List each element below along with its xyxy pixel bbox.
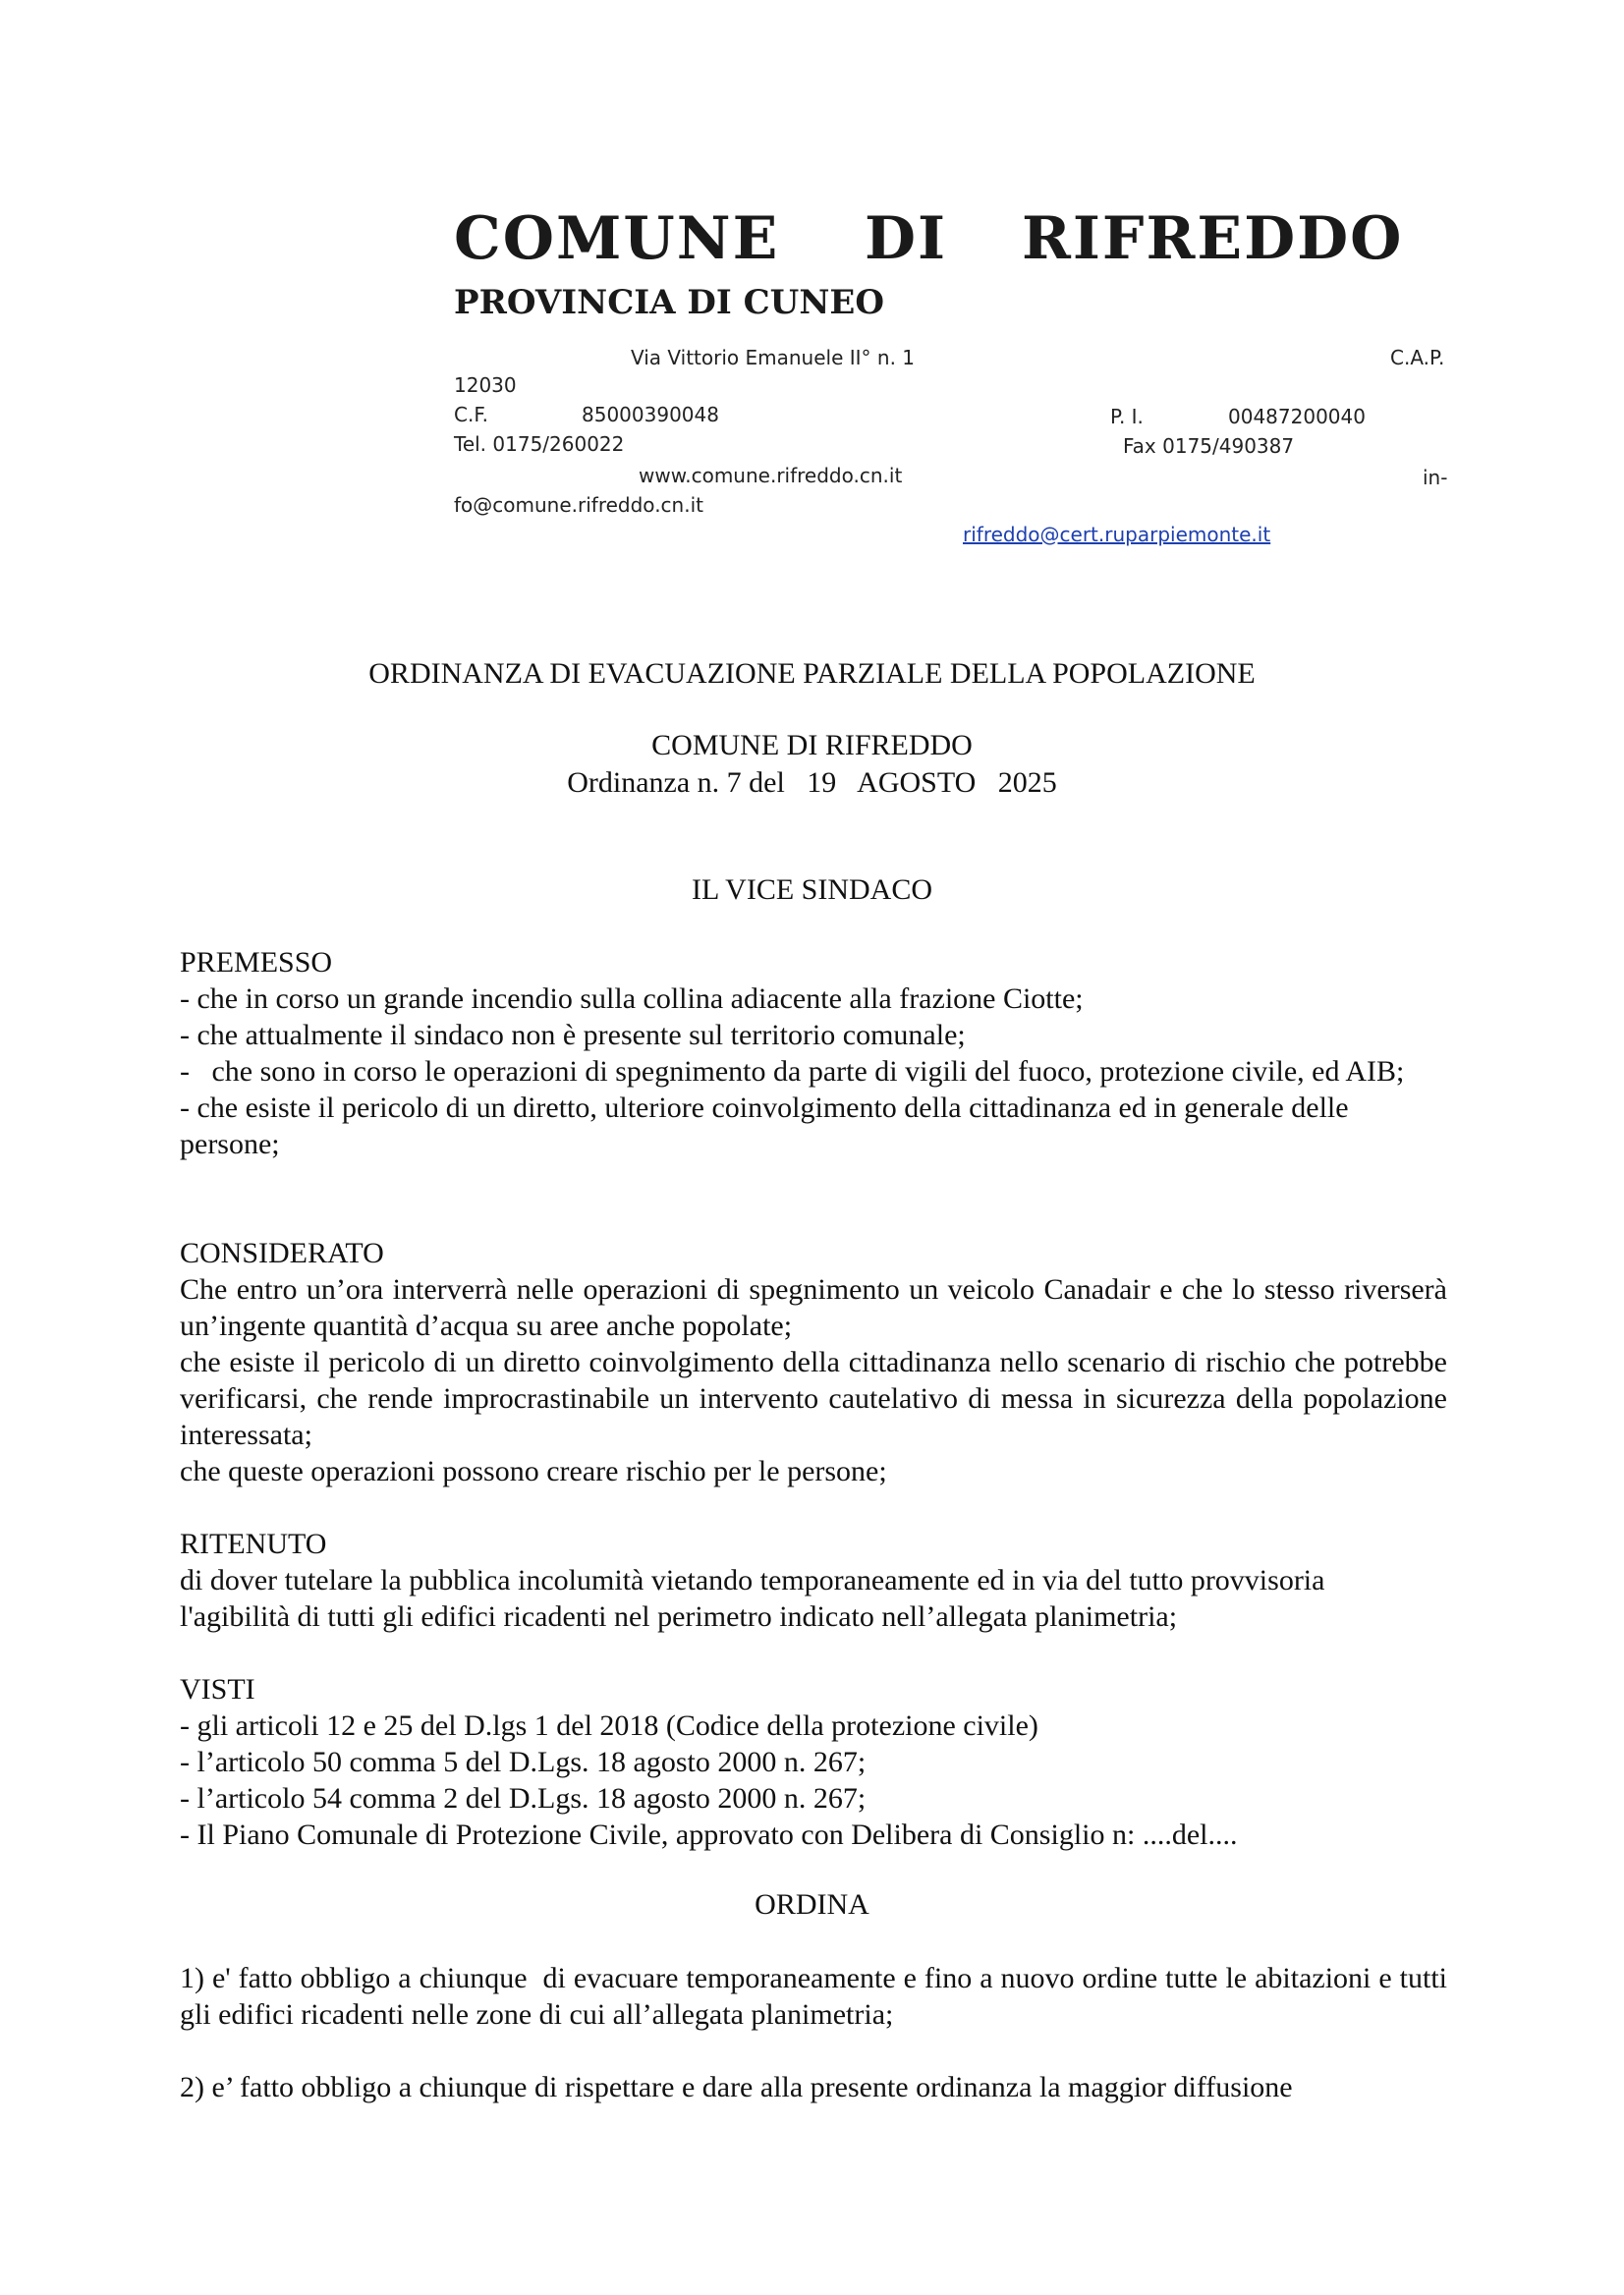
visti-line: - l’articolo 54 comma 2 del D.Lgs. 18 agosto 2000 n. 267; (180, 1782, 867, 1815)
visti-line: - gli articoli 12 e 25 del D.lgs 1 del 2018 (Codice della protezione civile) (180, 1709, 1038, 1742)
header-address: Via Vittorio Emanuele II° n. 1 (631, 346, 916, 369)
header-name-word: RIFREDDO (1022, 204, 1404, 273)
header-cap-value: 12030 (454, 373, 517, 397)
visti-line: - Il Piano Comunale di Protezione Civile, approvato con Delibera di Consiglio n: ....del.... (180, 1819, 1238, 1851)
header-pec-link[interactable]: rifreddo@cert.ruparpiemonte.it (963, 523, 1271, 546)
header-comune-word: COMUNE (454, 204, 780, 273)
ritenuto-heading: RITENUTO (180, 1528, 327, 1560)
spacer (180, 2033, 1447, 2069)
section-ordina (180, 1960, 1455, 2105)
section-considerato (180, 1235, 1447, 1489)
header-website: www.comune.rifreddo.cn.it (639, 464, 903, 487)
ordinance-number: Ordinanza n. 7 del 19 AGOSTO 2025 (567, 766, 1057, 799)
considerato-line: che queste operazioni possono creare rischio per le persone; (180, 1455, 887, 1487)
header-cf-value: 85000390048 (582, 403, 719, 426)
considerato-line: Che entro un’ora interverrà nelle operazioni di spegnimento un veicolo Canadair e che lo stesso riverserà un’ingente quantità d’acqua su aree anche popolate; (180, 1273, 1447, 1342)
ordina-heading: ORDINA (755, 1888, 869, 1921)
header-di-word: DI (865, 204, 948, 273)
header-fax: Fax 0175/490387 (1123, 434, 1295, 458)
considerato-heading: CONSIDERATO (180, 1237, 384, 1269)
ordinance-comune: COMUNE DI RIFREDDO (651, 729, 973, 761)
ritenuto-line: di dover tutelare la pubblica incolumità vietando temporaneamente ed in via del tutto provvisoria l'agibilità di tutti gli edifici ricadenti nel perimetro indicato nell’allegata planimetria; (180, 1564, 1325, 1633)
header-pi-value: 00487200040 (1228, 405, 1366, 428)
ordina-item: 2) e’ fatto obbligo a chiunque di rispettare e dare alla presente ordinanza la maggior diffusione (180, 2071, 1293, 2103)
section-visti (180, 1671, 1447, 1853)
ordinance-authority: IL VICE SINDACO (692, 873, 932, 906)
considerato-line: che esiste il pericolo di un diretto coinvolgimento della cittadinanza nello scenario di rischio che potrebbe verificarsi, che rende improcrastinabile un intervento cautelativo di messa in sicurezza della popolazione interessata; (180, 1346, 1447, 1451)
header-province: PROVINCIA DI CUNEO (454, 283, 884, 322)
premesso-line: - che in corso un grande incendio sulla collina adiacente alla frazione Ciotte; (180, 982, 1084, 1015)
header-pi-label: P. I. (1110, 405, 1144, 428)
visti-line: - l’articolo 50 comma 5 del D.Lgs. 18 agosto 2000 n. 267; (180, 1746, 867, 1778)
section-premesso (180, 944, 1447, 1162)
ordina-item-text: 1) e' fatto obbligo a chiunque di evacuare temporaneamente e fino a nuovo ordine tutte le abitazioni e tutti gli edifici ricadenti nelle zone di cui all’allegata planimetria; (180, 1962, 1455, 2031)
section-ritenuto (180, 1526, 1447, 1635)
ordina-item (180, 1960, 1455, 2033)
header-cap-label: C.A.P. (1390, 346, 1445, 369)
premesso-line: - che attualmente il sindaco non è presente sul territorio comunale; (180, 1019, 966, 1051)
header-tel: Tel. 0175/260022 (454, 432, 625, 456)
header-email-part1: in- (1423, 466, 1448, 489)
header-cf-label: C.F. (454, 403, 488, 426)
premesso-line: - che sono in corso le operazioni di spegnimento da parte di vigili del fuoco, protezione civile, ed AIB; (180, 1055, 1405, 1088)
visti-heading: VISTI (180, 1673, 255, 1706)
header-email-part2: fo@comune.rifreddo.cn.it (454, 493, 703, 517)
ordinance-title: ORDINANZA DI EVACUAZIONE PARZIALE DELLA POPOLAZIONE (368, 657, 1256, 690)
premesso-line: - che esiste il pericolo di un diretto, ulteriore coinvolgimento della cittadinanza ed in generale delle persone; (180, 1092, 1349, 1160)
premesso-heading: PREMESSO (180, 946, 333, 979)
